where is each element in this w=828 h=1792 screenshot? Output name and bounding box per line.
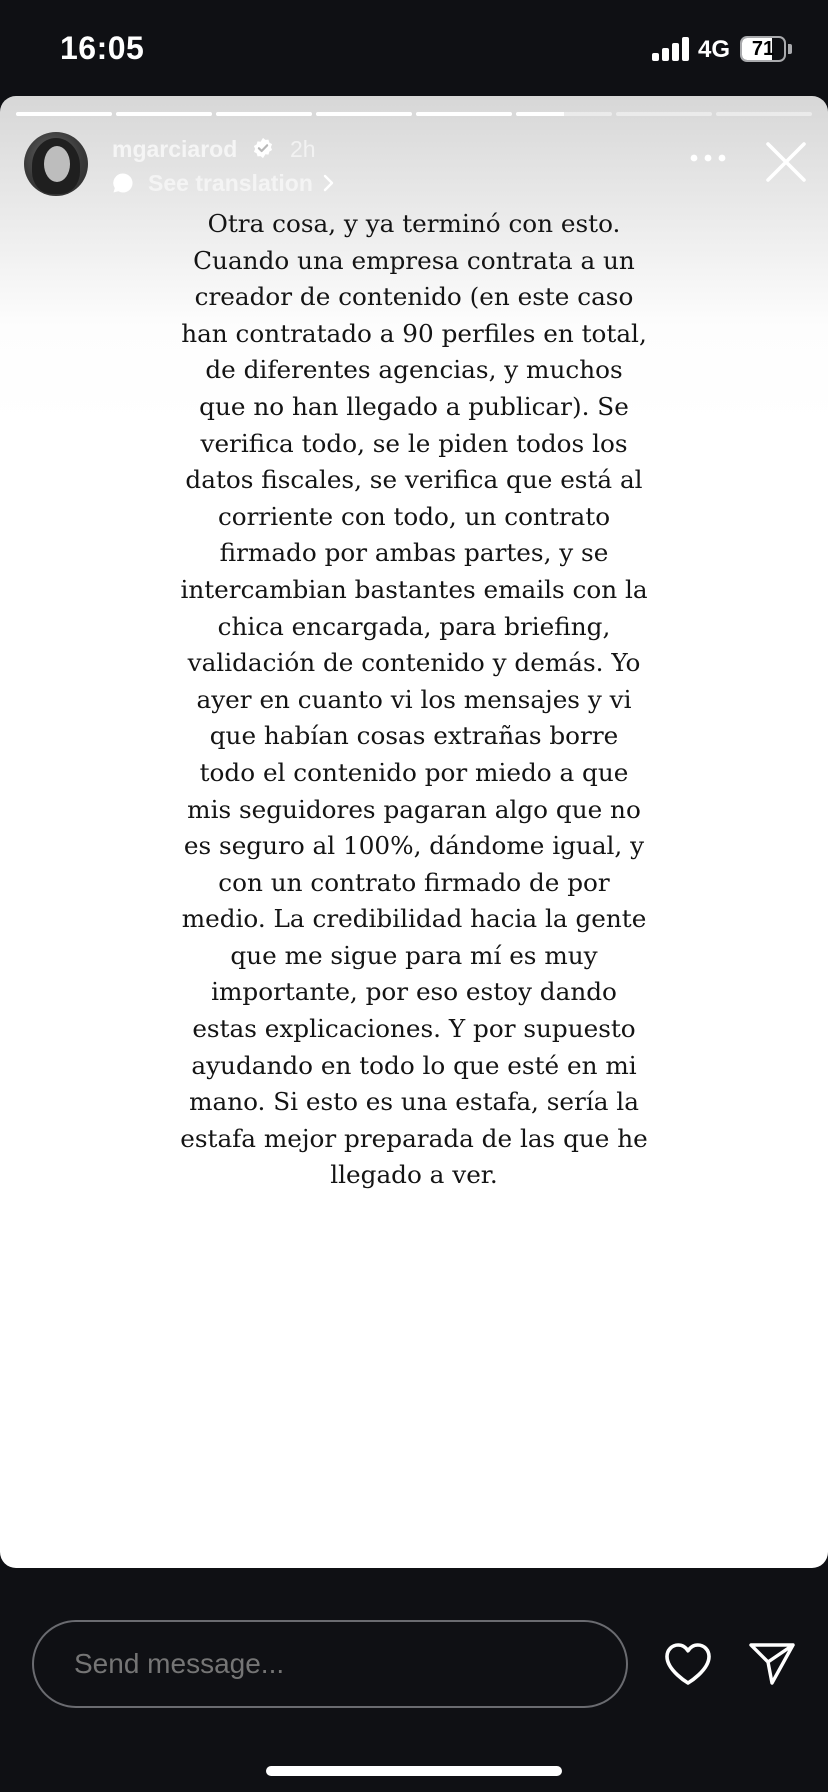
story-progress-segment (16, 112, 112, 116)
battery-nub (788, 44, 792, 54)
speech-bubble-icon (112, 172, 134, 194)
send-message-input[interactable] (32, 1620, 628, 1708)
story-progress-bars (16, 112, 812, 116)
story-progress-fill (416, 112, 512, 116)
story-progress-segment (716, 112, 812, 116)
close-icon[interactable] (764, 140, 808, 184)
see-translation-label: See translation (148, 169, 313, 196)
story-progress-segment (316, 112, 412, 116)
see-translation-button[interactable] (112, 168, 335, 198)
story-card[interactable] (0, 96, 828, 1568)
signal-icon (652, 37, 690, 61)
chevron-right-icon (323, 174, 335, 192)
story-username[interactable]: mgarciarod (112, 136, 238, 162)
avatar[interactable] (24, 132, 88, 196)
battery-icon (740, 36, 786, 62)
story-progress-fill (516, 112, 564, 116)
paper-plane-icon[interactable] (748, 1642, 796, 1686)
story-progress-fill (116, 112, 212, 116)
home-indicator (266, 1766, 562, 1776)
story-progress-segment (116, 112, 212, 116)
status-time: 16:05 (60, 30, 145, 66)
story-progress-segment (416, 112, 512, 116)
story-progress-fill (16, 112, 112, 116)
story-text: Otra cosa, y ya terminó con esto. Cuando una empresa contrata a un creador de contenido (en este caso han contratado a 90 perfiles en total, de diferentes agencias, y muchos que no han llegado a publicar). Se verifica todo, se le piden todos los datos fiscales, se verifica que está al corriente con todo, un contrato firmado por ambas partes, y se intercambian bastantes emails con la chica encargada, para briefing, validación de contenido y demás. Yo ayer en cuanto vi los mensajes y vi que habían cosas extrañas borre todo el contenido por miedo a que mis seguidores pagaran algo que no es seguro al 100%, dándome igual, y con un contrato firmado de por medio. La credibilidad hacia la gente que me sigue para mí es muy importante, por eso estoy dando estas explicaciones. Y por supuesto ayudando en todo lo que esté en mi mano. Si esto es una estafa, sería la estafa mejor preparada de las que he llegado a ver. (180, 209, 648, 1190)
heart-icon[interactable] (664, 1642, 712, 1686)
story-progress-segment (216, 112, 312, 116)
story-progress-fill (316, 112, 412, 116)
more-horizontal-icon[interactable] (688, 152, 728, 164)
story-progress-fill (216, 112, 312, 116)
battery-level: 71 (751, 38, 775, 60)
story-progress-segment (516, 112, 612, 116)
status-bar (0, 0, 828, 96)
network-type: 4G (698, 36, 731, 63)
story-progress-segment (616, 112, 712, 116)
story-post-time: 2h (290, 136, 316, 162)
verified-badge-icon (252, 137, 274, 159)
